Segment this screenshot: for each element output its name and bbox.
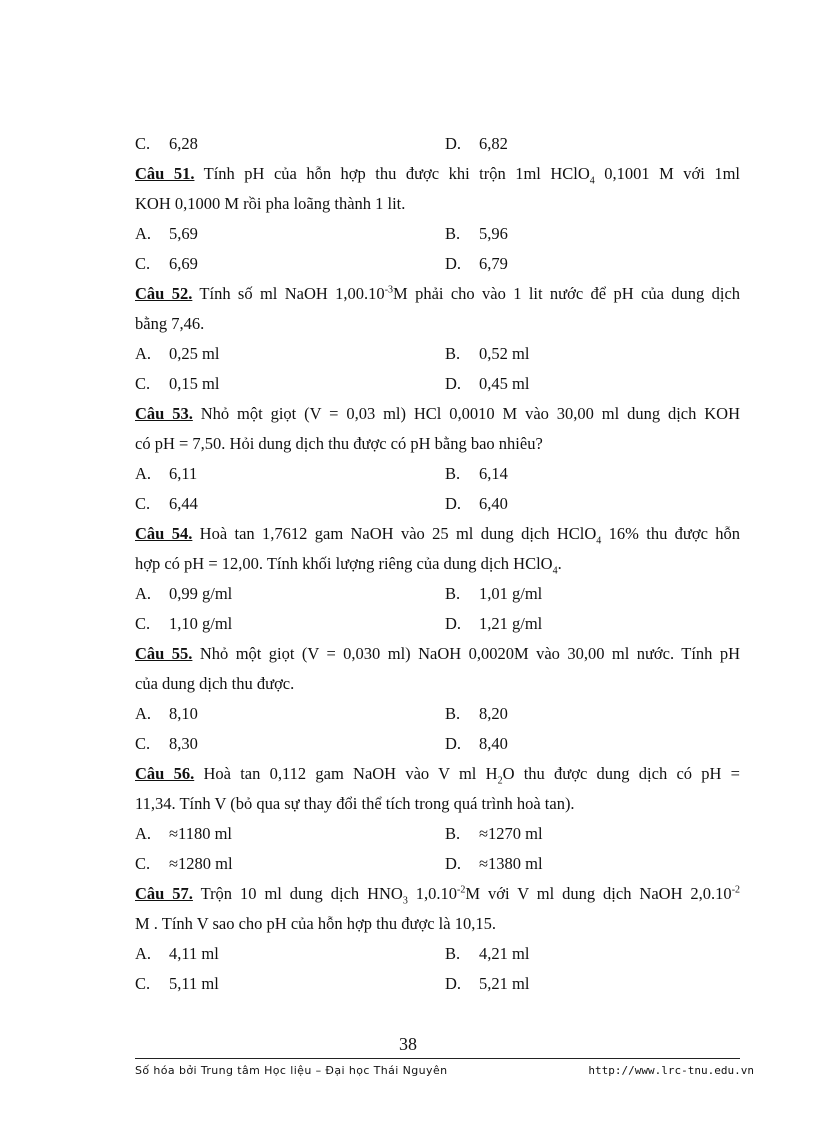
- options-row: [135, 939, 740, 969]
- question-label: Câu 55.: [135, 644, 193, 663]
- answer-option: [445, 699, 508, 729]
- options-row: [135, 129, 740, 159]
- options-row: [135, 969, 740, 999]
- question-label: Câu 56.: [135, 764, 195, 783]
- answer-option: [135, 579, 445, 609]
- options-row: [135, 489, 740, 519]
- question-text: Tính số ml NaOH $1,00.10^{-3}M$ phải cho vào 1 lit nước để pH của dung dịch: [192, 284, 741, 303]
- option-letter: C.: [135, 854, 151, 873]
- question-text: KOH 0,1000 M rồi pha loãng thành 1 lit.: [135, 194, 406, 213]
- answer-option: [135, 939, 445, 969]
- answer-option: [135, 249, 445, 279]
- question-text: Tính pH của hỗn hợp thu được khi trộn 1ml HClO$_4$ 0,1001 M với 1ml: [194, 164, 740, 187]
- answer-option: [135, 459, 445, 489]
- answer-option: [445, 489, 508, 519]
- options-row: [135, 219, 740, 249]
- question-text-line: [135, 429, 740, 459]
- option-value: 6,40: [479, 494, 508, 513]
- option-letter: B.: [445, 464, 461, 483]
- options-row: [135, 699, 740, 729]
- option-value: 5,96: [479, 224, 508, 243]
- option-letter: D.: [445, 374, 462, 393]
- option-value: 8,30: [169, 734, 198, 753]
- question-text: Nhỏ một giọt (V = 0,030 ml) NaOH 0,0020M vào 30,00 ml nước. Tính pH: [192, 644, 740, 663]
- answer-option: [445, 819, 543, 849]
- option-value: 6,14: [479, 464, 508, 483]
- question-text-line: [135, 879, 740, 909]
- option-value: 0,99 g/ml: [169, 584, 233, 603]
- answer-option: [445, 369, 529, 399]
- question-block: [135, 279, 740, 399]
- option-letter: C.: [135, 374, 151, 393]
- question-block: [135, 879, 740, 999]
- question-label: Câu 54.: [135, 524, 193, 543]
- option-value: 5,21 ml: [479, 974, 530, 993]
- option-letter: D.: [445, 494, 462, 513]
- option-letter: B.: [445, 584, 461, 603]
- answer-option: [445, 219, 508, 249]
- option-letter: D.: [445, 854, 462, 873]
- question-text-line: [135, 399, 740, 429]
- options-row: [135, 369, 740, 399]
- option-value: 6,11: [169, 464, 198, 483]
- answer-option: [135, 609, 445, 639]
- answer-option: [135, 849, 445, 879]
- answer-option: [135, 729, 445, 759]
- page-number: 38: [399, 1034, 417, 1054]
- answer-option: [445, 609, 542, 639]
- options-row: [135, 609, 740, 639]
- options-row: [135, 249, 740, 279]
- option-letter: D.: [445, 734, 462, 753]
- question-text: có pH = 7,50. Hỏi dung dịch thu được có pH bằng bao nhiêu?: [135, 434, 543, 453]
- option-value: 0,25 ml: [169, 344, 220, 363]
- answer-option: [445, 339, 529, 369]
- question-text: bằng 7,46.: [135, 314, 205, 333]
- question-text-line: [135, 159, 740, 189]
- question-text-line: [135, 909, 740, 939]
- question-text-line: [135, 519, 740, 549]
- question-label: Câu 53.: [135, 404, 193, 423]
- option-letter: D.: [445, 974, 462, 993]
- option-value: 4,11 ml: [169, 944, 219, 963]
- option-value: 1,01 g/ml: [479, 584, 543, 603]
- question-block: [135, 129, 740, 159]
- footer-url: http://www.lrc-tnu.edu.vn: [588, 1064, 754, 1077]
- answer-option: [445, 459, 508, 489]
- question-text-line: [135, 189, 740, 219]
- question-text-line: [135, 549, 740, 579]
- option-letter: D.: [445, 614, 462, 633]
- option-letter: C.: [135, 254, 151, 273]
- question-label: Câu 51.: [135, 164, 195, 183]
- option-letter: C.: [135, 734, 151, 753]
- answer-option: [445, 969, 529, 999]
- answer-option: [135, 339, 445, 369]
- question-text-line: [135, 309, 740, 339]
- question-block: [135, 519, 740, 639]
- option-value: ≈1180 ml: [169, 824, 232, 843]
- option-letter: A.: [135, 464, 152, 483]
- answer-option: [445, 249, 508, 279]
- question-text: Trộn 10 ml dung dịch $HNO_3$ $1,0.10^{-2}M$ với V ml dung dịch NaOH $2,0.10^{-2}$: [192, 884, 741, 907]
- option-letter: D.: [445, 134, 462, 153]
- options-row: [135, 579, 740, 609]
- options-row: [135, 849, 740, 879]
- option-value: 6,69: [169, 254, 198, 273]
- answer-option: [135, 489, 445, 519]
- option-value: 0,45 ml: [479, 374, 530, 393]
- option-value: 8,20: [479, 704, 508, 723]
- answer-option: [135, 129, 445, 159]
- answer-option: [445, 729, 508, 759]
- question-text-line: [135, 759, 740, 789]
- option-value: 6,82: [479, 134, 508, 153]
- answer-option: [135, 969, 445, 999]
- options-row: [135, 819, 740, 849]
- option-letter: B.: [445, 224, 461, 243]
- question-text-line: [135, 639, 740, 669]
- option-letter: B.: [445, 344, 461, 363]
- footer-divider: [135, 1058, 740, 1059]
- option-letter: A.: [135, 944, 152, 963]
- answer-option: [135, 369, 445, 399]
- question-text: Nhỏ một giọt (V = 0,03 ml) HCl 0,0010 M vào 30,00 ml dung dịch KOH: [192, 404, 740, 423]
- option-value: 6,28: [169, 134, 198, 153]
- question-text-line: [135, 789, 740, 819]
- option-value: 4,21 ml: [479, 944, 530, 963]
- option-value: 5,11 ml: [169, 974, 219, 993]
- option-letter: B.: [445, 704, 461, 723]
- option-letter: B.: [445, 824, 461, 843]
- question-text: của dung dịch thu được.: [135, 674, 295, 693]
- option-value: 8,40: [479, 734, 508, 753]
- question-block: [135, 759, 740, 879]
- option-value: 5,69: [169, 224, 198, 243]
- options-row: [135, 339, 740, 369]
- question-block: [135, 399, 740, 519]
- option-letter: C.: [135, 974, 151, 993]
- question-block: [135, 639, 740, 759]
- option-value: ≈1380 ml: [479, 854, 543, 873]
- question-text-line: [135, 279, 740, 309]
- option-letter: C.: [135, 614, 151, 633]
- option-value: 0,15 ml: [169, 374, 220, 393]
- question-text: M . Tính V sao cho pH của hỗn hợp thu được là 10,15.: [135, 914, 496, 933]
- option-value: ≈1270 ml: [479, 824, 543, 843]
- question-text-line: [135, 669, 740, 699]
- option-letter: D.: [445, 254, 462, 273]
- option-letter: A.: [135, 824, 152, 843]
- question-text: 11,34. Tính V (bỏ qua sự thay đổi thể tích trong quá trình hoà tan).: [135, 794, 575, 813]
- question-label: Câu 52.: [135, 284, 193, 303]
- option-letter: A.: [135, 704, 152, 723]
- answer-option: [445, 939, 529, 969]
- option-value: 6,44: [169, 494, 198, 513]
- question-block: [135, 159, 740, 279]
- option-letter: A.: [135, 584, 152, 603]
- footer-source: Số hóa bởi Trung tâm Học liệu – Đại học Thái Nguyên: [135, 1064, 448, 1077]
- options-row: [135, 459, 740, 489]
- question-text: hợp có pH = 12,00. Tính khối lượng riêng của dung dịch HClO$_4$.: [135, 554, 562, 577]
- question-label: Câu 57.: [135, 884, 193, 903]
- answer-option: [445, 579, 542, 609]
- option-value: 8,10: [169, 704, 198, 723]
- question-text: Hoà tan 0,112 gam NaOH vào V ml $H_2O$ thu được dung dịch có pH =: [194, 764, 740, 787]
- option-value: ≈1280 ml: [169, 854, 233, 873]
- option-letter: C.: [135, 494, 151, 513]
- option-value: 1,21 g/ml: [479, 614, 543, 633]
- option-value: 1,10 g/ml: [169, 614, 233, 633]
- answer-option: [445, 849, 543, 879]
- answer-option: [135, 819, 445, 849]
- options-row: [135, 729, 740, 759]
- option-letter: A.: [135, 224, 152, 243]
- answer-option: [445, 129, 508, 159]
- option-letter: C.: [135, 134, 151, 153]
- option-letter: B.: [445, 944, 461, 963]
- option-letter: A.: [135, 344, 152, 363]
- option-value: 6,79: [479, 254, 508, 273]
- answer-option: [135, 699, 445, 729]
- option-value: 0,52 ml: [479, 344, 530, 363]
- question-text: Hoà tan 1,7612 gam NaOH vào 25 ml dung dịch HClO$_4$ 16% thu được hỗn: [192, 524, 741, 547]
- question-list: [135, 129, 740, 999]
- answer-option: [135, 219, 445, 249]
